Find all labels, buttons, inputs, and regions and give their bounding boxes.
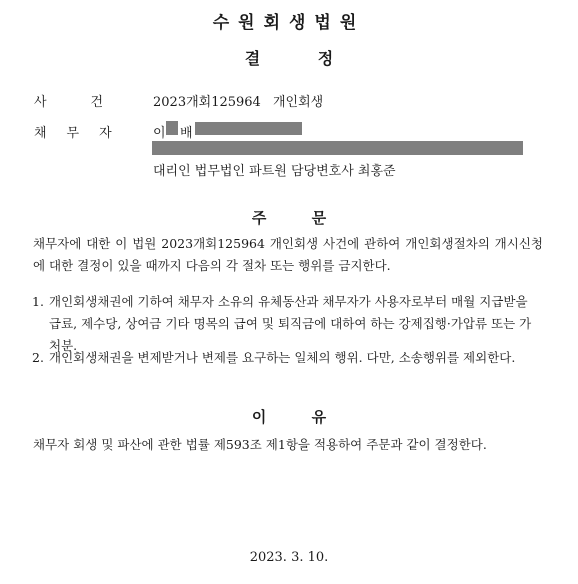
order-item-text: 개인회생채권을 변제받거나 변제를 요구하는 일체의 행위. 다만, 소송행위를 제외한다. xyxy=(49,350,516,365)
redaction-block xyxy=(195,122,302,135)
reason-heading: 이 유 xyxy=(251,408,327,426)
redaction-block xyxy=(166,121,178,135)
debtor-name-initial: 이 xyxy=(153,126,166,141)
reason-text: 채무자 회생 및 파산에 관한 법률 제593조 제1항을 적용하여 주문과 같이 결정한다. xyxy=(33,437,487,452)
case-number: 2023개회125964 개인회생 xyxy=(153,95,324,110)
order-intro: 채무자에 대한 이 법원 2023개회125964 개인회생 사건에 관하여 개인회생절차의 개시신청에 대한 결정이 있을 때까지 다음의 각 절차 또는 행위를 금지한다. xyxy=(33,236,543,273)
debtor-label: 채무자 xyxy=(34,126,132,141)
order-item-number: 2. xyxy=(32,350,44,365)
order-item-text: 개인회생채권에 기하여 채무자 소유의 유체동산과 채무자가 사용자로부터 매월 지급받을 급료, 제수당, 상여금 기타 명목의 급여 및 퇴직금에 대하여 하는 강제집행·가압류 또는 가처분. xyxy=(49,294,532,353)
representative: 대리인 법무법인 파트원 담당변호사 최홍준 xyxy=(153,164,396,179)
decision-date: 2023. 3. 10. xyxy=(249,550,329,565)
case-label: 사건 xyxy=(34,95,148,110)
debtor-name-char: 배 xyxy=(180,126,193,141)
order-item-number: 1. xyxy=(32,294,44,309)
court-name: 수원회생법원 xyxy=(212,13,366,33)
order-heading: 주 문 xyxy=(251,209,327,227)
redaction-block xyxy=(152,141,523,155)
order-item xyxy=(0,347,578,391)
decision-title: 결 정 xyxy=(244,49,334,68)
